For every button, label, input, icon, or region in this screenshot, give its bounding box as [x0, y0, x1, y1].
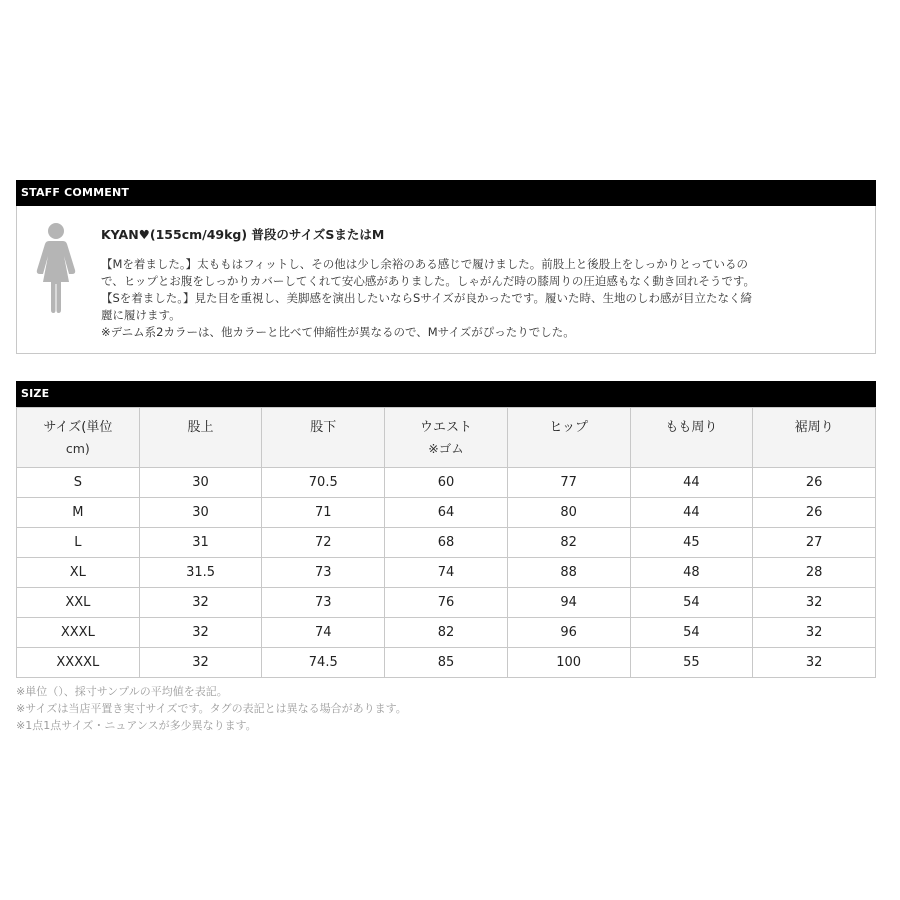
col-header-rise: 股上 [139, 408, 262, 468]
hem-cell: 26 [753, 468, 876, 498]
size-cell: L [17, 528, 140, 558]
woman-figure-icon [35, 222, 77, 314]
waist-cell: 60 [385, 468, 508, 498]
thigh-cell: 54 [630, 618, 753, 648]
size-title: SIZE [21, 387, 50, 400]
inseam-cell: 73 [262, 558, 385, 588]
rise-cell: 31.5 [139, 558, 262, 588]
rise-cell: 32 [139, 588, 262, 618]
inseam-cell: 71 [262, 498, 385, 528]
waist-cell: 64 [385, 498, 508, 528]
col-header-hem: 裾周り [753, 408, 876, 468]
table-row [17, 648, 876, 678]
hem-cell: 32 [753, 648, 876, 678]
comment-line: 【Mを着ました。】太ももはフィットし、その他は少し余裕のある感じで履けました。前股上と後股上をしっかりとっているの [101, 257, 749, 271]
inseam-cell: 74.5 [262, 648, 385, 678]
inseam-cell: 72 [262, 528, 385, 558]
col-header-inseam: 股下 [262, 408, 385, 468]
hem-cell: 27 [753, 528, 876, 558]
size-cell: S [17, 468, 140, 498]
table-row [17, 528, 876, 558]
hip-cell: 88 [507, 558, 630, 588]
note-line: ※サイズは当店平置き実寸サイズです。タグの表記とは異なる場合があります。 [16, 702, 407, 715]
comment-line: 【Sを着ました。】見た目を重視し、美脚感を演出したいならSサイズが良かったです。履いた時、生地のしわ感が目立たなく綺 [101, 291, 753, 305]
staff-comment-text [101, 256, 861, 341]
rise-cell: 30 [139, 498, 262, 528]
size-cell: XL [17, 558, 140, 588]
comment-line: 麗に履けます。 [101, 308, 181, 322]
size-table [16, 407, 876, 678]
inseam-cell: 73 [262, 588, 385, 618]
hem-cell: 32 [753, 618, 876, 648]
waist-cell: 68 [385, 528, 508, 558]
size-header [16, 381, 876, 407]
table-row [17, 558, 876, 588]
size-cell: M [17, 498, 140, 528]
staff-comment-header [16, 180, 876, 206]
thigh-cell: 55 [630, 648, 753, 678]
table-row [17, 498, 876, 528]
hip-cell: 80 [507, 498, 630, 528]
col-header-thigh: もも周り [630, 408, 753, 468]
thigh-cell: 48 [630, 558, 753, 588]
waist-cell: 76 [385, 588, 508, 618]
waist-cell: 74 [385, 558, 508, 588]
thigh-cell: 54 [630, 588, 753, 618]
staff-comment-box [16, 206, 876, 354]
hem-cell: 32 [753, 588, 876, 618]
size-cell: XXXXL [17, 648, 140, 678]
thigh-cell: 44 [630, 468, 753, 498]
rise-cell: 32 [139, 648, 262, 678]
thigh-cell: 44 [630, 498, 753, 528]
size-notes [16, 683, 407, 734]
table-row [17, 468, 876, 498]
note-line: ※単位（）、採寸サンプルの平均値を表記。 [16, 685, 228, 698]
staff-comment-title: STAFF COMMENT [21, 186, 130, 199]
size-cell: XXL [17, 588, 140, 618]
rise-cell: 30 [139, 468, 262, 498]
inseam-cell: 70.5 [262, 468, 385, 498]
hip-cell: 100 [507, 648, 630, 678]
inseam-cell: 74 [262, 618, 385, 648]
hip-cell: 77 [507, 468, 630, 498]
waist-cell: 85 [385, 648, 508, 678]
col-header-hip: ヒップ [507, 408, 630, 468]
note-line: ※1点1点サイズ・ニュアンスが多少異なります。 [16, 719, 257, 732]
hip-cell: 94 [507, 588, 630, 618]
hip-cell: 82 [507, 528, 630, 558]
hem-cell: 26 [753, 498, 876, 528]
staff-name-line: KYAN♥(155cm/49kg) 普段のサイズSまたはM [101, 227, 385, 242]
size-table-header-row [17, 408, 876, 468]
rise-cell: 32 [139, 618, 262, 648]
thigh-cell: 45 [630, 528, 753, 558]
col-header-size: サイズ(単位 cm) [17, 408, 140, 468]
table-row [17, 618, 876, 648]
hem-cell: 28 [753, 558, 876, 588]
table-row [17, 588, 876, 618]
rise-cell: 31 [139, 528, 262, 558]
waist-cell: 82 [385, 618, 508, 648]
comment-line: ※デニム系2カラーは、他カラーと比べて伸縮性が異なるので、Mサイズがぴったりでした。 [101, 325, 575, 339]
comment-line: で、ヒップとお腹をしっかりカバーしてくれて安心感がありました。しゃがんだ時の膝周りの圧迫感もなく動き回れそうです。 [101, 274, 755, 288]
col-header-waist: ウエスト ※ゴム [385, 408, 508, 468]
size-cell: XXXL [17, 618, 140, 648]
hip-cell: 96 [507, 618, 630, 648]
